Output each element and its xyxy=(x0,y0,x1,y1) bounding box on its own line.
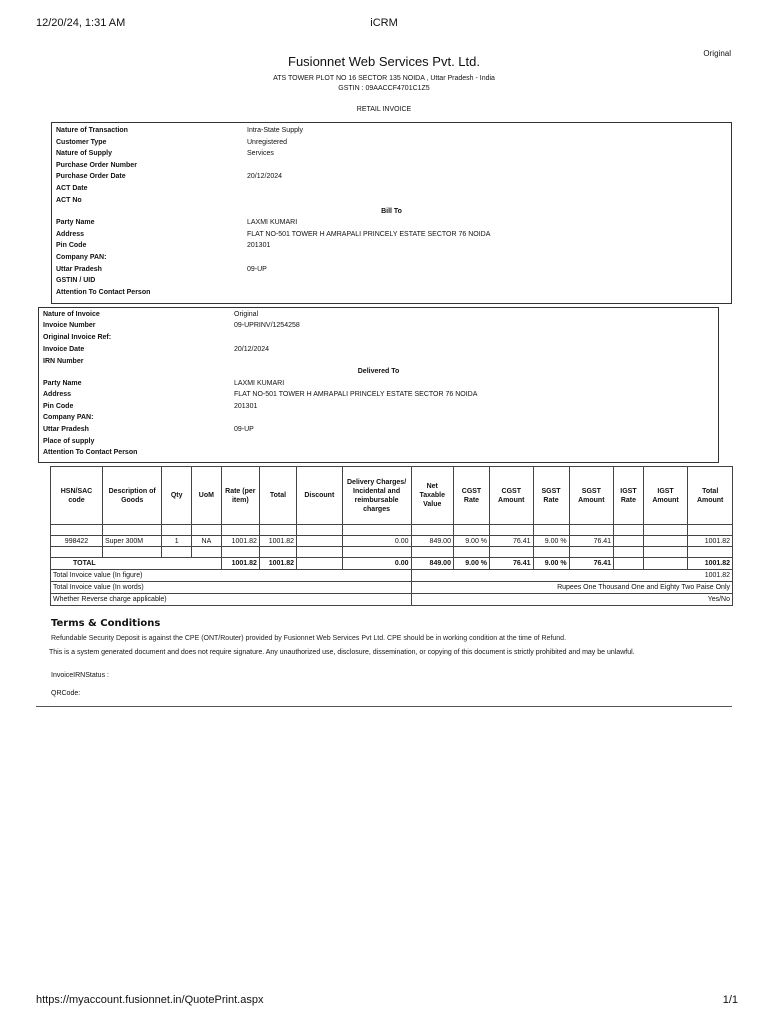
column-header: SGST Amount xyxy=(569,467,614,525)
summary-row xyxy=(51,594,733,606)
detail-row: Nature of Supply Services xyxy=(56,150,274,157)
detail-row: ACT Date xyxy=(56,185,88,192)
delivery-row: Uttar Pradesh 09-UP xyxy=(43,426,254,433)
bill-row: Pin Code 201301 xyxy=(56,242,271,249)
delivery-row: Party Name LAXMI KUMARI xyxy=(43,380,285,387)
column-header: SGST Rate xyxy=(533,467,569,525)
column-header: Total xyxy=(259,467,296,525)
cell: NA xyxy=(192,536,222,547)
terms-text: Refundable Security Deposit is against the CPE (ONT/Router) provided by Fusionnet Web Services Pvt Ltd. CPE should be in working condition at the time of Refund. xyxy=(51,635,567,642)
column-header: Delivery Charges/ Incidental and reimbursable charges xyxy=(342,467,411,525)
page-number: 1/1 xyxy=(722,994,738,1006)
detail-row: Invoice Date 20/12/2024 xyxy=(43,346,270,353)
summary-row xyxy=(51,570,733,582)
detail-row: Purchase Order Number xyxy=(56,162,137,169)
qrcode-label: QRCode: xyxy=(51,690,81,697)
cell: Super 300M xyxy=(102,536,161,547)
cell: 76.41 xyxy=(569,536,614,547)
cell xyxy=(614,536,644,547)
print-app-title: iCRM xyxy=(370,17,398,29)
cell xyxy=(297,536,343,547)
bill-to-heading: Bill To xyxy=(381,208,402,215)
cell xyxy=(614,558,644,570)
bill-row: Company PAN: xyxy=(56,254,107,261)
print-url: https://myaccount.fusionnet.in/QuotePrint.aspx xyxy=(36,994,264,1006)
irn-status: InvoiceIRNStatus : xyxy=(51,672,109,679)
invoice-details-box xyxy=(38,307,719,463)
cell: 1001.82 xyxy=(221,536,259,547)
system-notice: This is a system generated document and does not require signature. Any unauthorized use, disclosure, dissemination, or copying of this document is strictly prohibited and may be unlawful. xyxy=(49,649,635,656)
delivery-row: Place of supply xyxy=(43,438,95,445)
cell: 1001.82 xyxy=(259,536,296,547)
items-table xyxy=(50,466,733,606)
column-header: UoM xyxy=(192,467,222,525)
delivery-row: Pin Code 201301 xyxy=(43,403,258,410)
column-header: IGST Amount xyxy=(643,467,688,525)
cell: 9.00 % xyxy=(453,558,489,570)
delivered-to-heading: Delivered To xyxy=(357,368,400,375)
invoice-type: RETAIL INVOICE xyxy=(356,106,412,113)
cell: 0.00 xyxy=(342,536,411,547)
spacer-row xyxy=(51,525,733,536)
transaction-details-box xyxy=(51,122,732,304)
detail-row: Original Invoice Ref: xyxy=(43,334,112,341)
cell: 1001.82 xyxy=(688,536,733,547)
bill-row: Attention To Contact Person xyxy=(56,289,151,296)
bill-row: Party Name LAXMI KUMARI xyxy=(56,219,298,226)
terms-title: Terms & Conditions xyxy=(51,618,161,629)
summary-value: Yes/No xyxy=(411,594,732,606)
cell: 76.41 xyxy=(490,558,533,570)
detail-row: ACT No xyxy=(56,197,82,204)
delivery-row: Company PAN: xyxy=(43,414,94,421)
delivery-row: Address FLAT NO-501 TOWER H AMRAPALI PRINCELY ESTATE SECTOR 76 NOIDA xyxy=(43,391,478,398)
detail-row: Purchase Order Date 20/12/2024 xyxy=(56,173,283,180)
bill-row: Address FLAT NO-501 TOWER H AMRAPALI PRINCELY ESTATE SECTOR 76 NOIDA xyxy=(56,231,491,238)
cell: 1 xyxy=(162,536,192,547)
column-header: HSN/SAC code xyxy=(51,467,103,525)
table-row xyxy=(51,536,733,547)
cell: 9.00 % xyxy=(533,536,569,547)
column-header: IGST Rate xyxy=(614,467,644,525)
cell: 1001.82 xyxy=(221,558,259,570)
detail-row: IRN Number xyxy=(43,358,84,365)
cell: 0.00 xyxy=(342,558,411,570)
cell: 849.00 xyxy=(411,558,453,570)
copy-label: Original xyxy=(703,49,731,58)
divider xyxy=(36,706,732,707)
bill-row: Uttar Pradesh 09-UP xyxy=(56,266,267,273)
detail-row: Customer Type Unregistered xyxy=(56,139,288,146)
total-row xyxy=(51,558,733,570)
print-header xyxy=(36,17,732,31)
table-header-row xyxy=(51,467,733,525)
column-header: Net Taxable Value xyxy=(411,467,453,525)
detail-row: Nature of Invoice Original xyxy=(43,311,259,318)
cell: 76.41 xyxy=(569,558,614,570)
delivery-row: Attention To Contact Person xyxy=(43,449,138,456)
summary-value: 1001.82 xyxy=(411,570,732,582)
column-header: Qty xyxy=(162,467,192,525)
cell: 76.41 xyxy=(490,536,533,547)
summary-value: Rupees One Thousand One and Eighty Two Paise Only xyxy=(411,582,732,594)
print-datetime: 12/20/24, 1:31 AM xyxy=(36,17,126,29)
column-header: CGST Rate xyxy=(453,467,489,525)
cell xyxy=(643,558,688,570)
bill-row: GSTIN / UID xyxy=(56,277,96,284)
column-header: Discount xyxy=(297,467,343,525)
column-header: Description of Goods xyxy=(102,467,161,525)
summary-row xyxy=(51,582,733,594)
summary-label: Whether Reverse charge applicable) xyxy=(51,594,412,606)
cell: 9.00 % xyxy=(533,558,569,570)
column-header: CGST Amount xyxy=(490,467,533,525)
company-name: Fusionnet Web Services Pvt. Ltd. xyxy=(288,54,480,69)
column-header: Total Amount xyxy=(688,467,733,525)
cell: 849.00 xyxy=(411,536,453,547)
cell: 9.00 % xyxy=(453,536,489,547)
cell xyxy=(643,536,688,547)
column-header: Rate (per item) xyxy=(221,467,259,525)
total-label: TOTAL xyxy=(51,558,222,570)
summary-label: Total Invoice value (In figure) xyxy=(51,570,412,582)
summary-label: Total Invoice value (In words) xyxy=(51,582,412,594)
cell: 1001.82 xyxy=(259,558,296,570)
company-address: ATS TOWER PLOT NO 16 SECTOR 135 NOIDA , Uttar Pradesh - India xyxy=(273,75,495,82)
spacer-row xyxy=(51,547,733,558)
company-gstin: GSTIN : 09AACCF4701C1Z5 xyxy=(338,85,430,92)
cell: 998422 xyxy=(51,536,103,547)
detail-row: Nature of Transaction Intra-State Supply xyxy=(56,127,304,134)
cell xyxy=(297,558,343,570)
cell: 1001.82 xyxy=(688,558,733,570)
detail-row: Invoice Number 09-UPRINV/1254258 xyxy=(43,322,300,329)
